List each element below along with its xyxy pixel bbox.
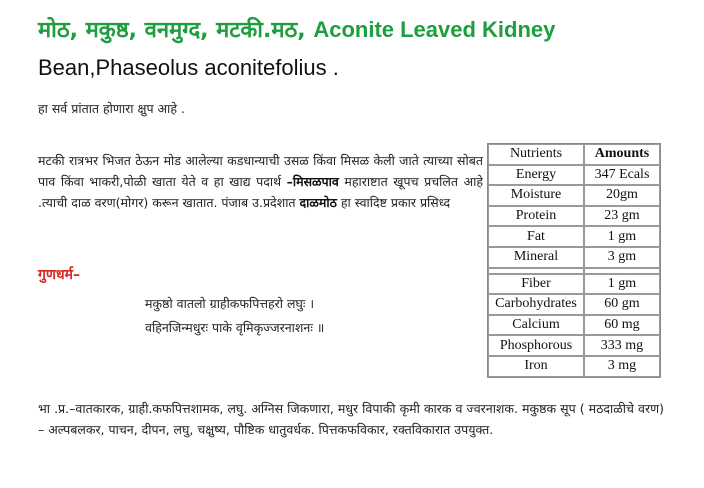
title-english-name: Aconite Leaved Kidney — [313, 17, 556, 42]
nutrient-amount-cell: 347 Ecals — [584, 165, 660, 186]
table-row — [488, 274, 660, 295]
table-row — [488, 356, 660, 377]
nutrient-name-cell: Phosphorous — [488, 335, 584, 356]
bottom-paragraph: भा .प्र.–वातकारक, ग्राही.कफपित्तशामक, लघु. अग्निस जिकणारा, मधुर विपाकी कृमी कारक व ज्वरनाशक. मकुष्ठक सूप ( मठदाळीचे वरण) – अल्पबलकर, पाचन, दीपन, लघु, चक्षुष्य, पौष्टिक धातुवर्धक. पित्तकफविकार, रक्तविकारात उपयुक्त. — [38, 401, 664, 437]
nutrition-header-row — [488, 144, 660, 165]
verse-line-1: मकुष्ठो वातलो ग्राहीकफपित्तहरो लघुः । — [145, 296, 315, 311]
main-paragraph-part1: मटकी रात्रभर भिजत ठेऊन मोड आलेल्या कडधान्याची उसळ किंवा मिसळ केली जाते त्याच्या सोबत पाव किंवा भाकरी,पोळी खाता येते व हा खाद्य पदार्थ — [38, 153, 483, 189]
table-row — [488, 335, 660, 356]
nutrient-amount-cell: 60 mg — [584, 315, 660, 336]
title-scientific-name: Bean,Phaseolus aconitefolius . — [38, 55, 339, 80]
main-paragraph-part2: महाराष्टात खूपच प्रचलित आहे .त्याची दाळ वरण(मोगर) करून खातात. पंजाब उ.प्रदेशात — [38, 174, 483, 210]
nutrient-amount-cell: 60 gm — [584, 294, 660, 315]
nutrient-name-cell: Calcium — [488, 315, 584, 336]
table-row — [488, 226, 660, 247]
main-paragraph — [38, 150, 483, 213]
table-row — [488, 206, 660, 227]
table-row — [488, 185, 660, 206]
table-row — [488, 165, 660, 186]
properties-heading: गुणधर्म– — [38, 267, 80, 283]
main-paragraph-bold-misalpav: –मिसळपाव — [286, 174, 339, 189]
nutrient-name-cell: Moisture — [488, 185, 584, 206]
intro-text: हा सर्व प्रांतात होणारा क्षुप आहे . — [38, 101, 185, 116]
nutrient-amount-cell: 333 mg — [584, 335, 660, 356]
amounts-header: Amounts — [584, 144, 660, 165]
nutrient-amount-cell: 3 gm — [584, 247, 660, 268]
nutrient-name-cell: Mineral — [488, 247, 584, 268]
main-paragraph-part3: हा स्वादिष्ट प्रकार प्रसिध्द — [336, 195, 451, 210]
nutrient-name-cell: Carbohydrates — [488, 294, 584, 315]
nutrient-name-cell: Fiber — [488, 274, 584, 295]
page-title — [38, 14, 555, 44]
title-marathi-names: मोठ, मकुष्ठ, वनमुग्द, मटकी.मठ, — [38, 18, 306, 43]
nutrient-name-cell: Iron — [488, 356, 584, 377]
table-row — [488, 294, 660, 315]
nutrient-amount-cell: 23 gm — [584, 206, 660, 227]
table-row — [488, 315, 660, 336]
nutrient-name-cell: Fat — [488, 226, 584, 247]
nutrient-amount-cell: 1 gm — [584, 226, 660, 247]
nutrition-table — [487, 143, 661, 378]
nutrient-name-cell: Energy — [488, 165, 584, 186]
nutrients-header: Nutrients — [488, 144, 584, 165]
verse-line-2: वहिनजिन्मधुरः पाके वृमिकृज्जरनाशनः ॥ — [145, 320, 325, 335]
table-row — [488, 247, 660, 268]
main-paragraph-bold-dalmoth: दाळमोठ — [299, 195, 337, 210]
nutrient-amount-cell: 3 mg — [584, 356, 660, 377]
nutrient-amount-cell: 20gm — [584, 185, 660, 206]
nutrient-name-cell: Protein — [488, 206, 584, 227]
nutrient-amount-cell: 1 gm — [584, 274, 660, 295]
